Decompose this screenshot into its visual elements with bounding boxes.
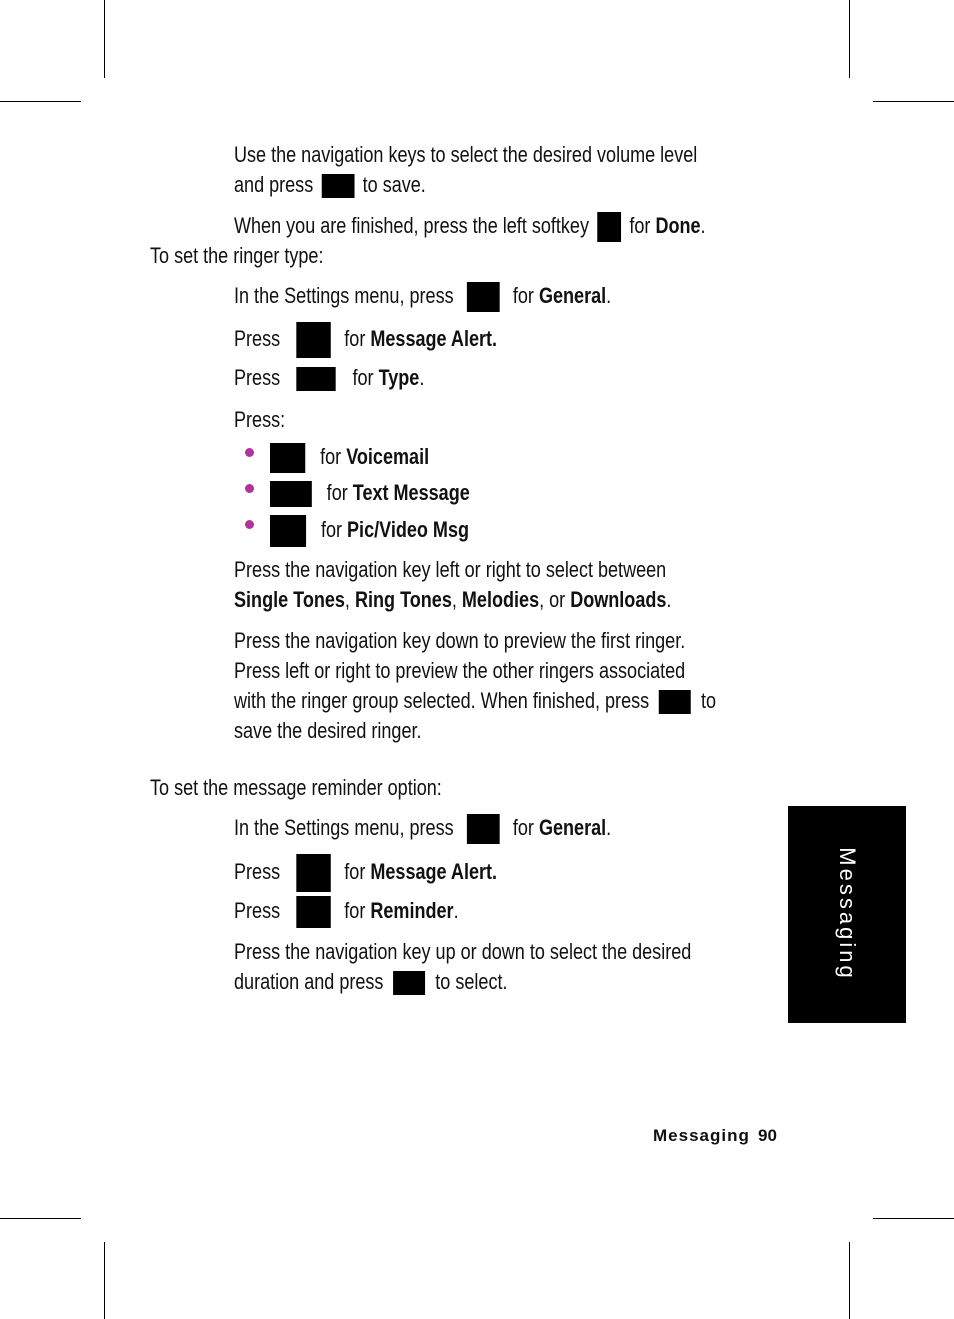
number-key-icon [297, 322, 331, 358]
bullet-icon [245, 484, 254, 493]
preview-instruction-line4: save the desired ringer. [234, 718, 422, 743]
number-key-icon [297, 367, 336, 391]
message-alert-step: Press for Message Alert. [234, 322, 497, 358]
bullet-icon [245, 520, 254, 529]
duration-instruction-line2: duration and press to select. [234, 969, 508, 994]
reminder-heading: To set the message reminder option: [150, 775, 442, 800]
settings-general-step-2: In the Settings menu, press for General. [234, 813, 611, 844]
section-side-tab [788, 806, 906, 1023]
bullet-icon [245, 448, 254, 457]
volume-instruction-line1: Use the navigation keys to select the desired volume level [234, 142, 698, 167]
crop-mark [0, 1218, 81, 1219]
crop-mark [873, 1218, 954, 1219]
done-instruction: When you are finished, press the left softkey for Done. [234, 211, 706, 242]
number-key-icon [297, 854, 331, 892]
number-key-icon [467, 282, 500, 312]
crop-mark [104, 1242, 105, 1319]
number-key-icon [270, 515, 306, 547]
number-key-icon [297, 896, 331, 928]
preview-instruction-line3: with the ringer group selected. When finished, press to [234, 688, 717, 713]
left-softkey-icon [597, 212, 621, 242]
ringer-group-instruction-line2: Single Tones, Ring Tones, Melodies, or Downloads. [234, 587, 672, 612]
ok-key-icon [393, 971, 425, 995]
number-key-icon [467, 814, 500, 844]
crop-mark [0, 101, 81, 102]
footer-section-name: Messaging [653, 1126, 750, 1145]
ringer-group-instruction-line1: Press the navigation key left or right to select between [234, 557, 667, 582]
message-alert-step-2: Press for Message Alert. [234, 854, 497, 892]
reminder-step: Press for Reminder. [234, 896, 459, 928]
press-label: Press: [234, 407, 286, 432]
bullet-item-voicemail: for Voicemail [270, 442, 429, 473]
volume-instruction-line2: and press to save. [234, 172, 426, 197]
preview-instruction-line1: Press the navigation key down to preview the first ringer. [234, 628, 686, 653]
crop-mark [873, 101, 954, 102]
crop-mark [104, 0, 105, 78]
settings-general-step: In the Settings menu, press for General. [234, 281, 611, 312]
bullet-item-pic-video: for Pic/Video Msg [270, 515, 469, 547]
preview-instruction-line2: Press left or right to preview the other ringers associated [234, 658, 686, 683]
duration-instruction-line1: Press the navigation key up or down to select the desired [234, 939, 692, 964]
side-tab-label: Messaging [835, 847, 860, 981]
crop-mark [849, 1242, 850, 1319]
ok-key-icon [659, 690, 691, 714]
number-key-icon [270, 443, 305, 473]
footer-page-number: 90 [758, 1126, 777, 1145]
number-key-icon [270, 481, 312, 507]
ringer-type-heading: To set the ringer type: [150, 243, 324, 268]
bullet-item-text-message: for Text Message [270, 478, 470, 508]
crop-mark [849, 0, 850, 78]
type-step: Press for Type. [234, 365, 425, 390]
ok-key-icon [322, 174, 355, 198]
